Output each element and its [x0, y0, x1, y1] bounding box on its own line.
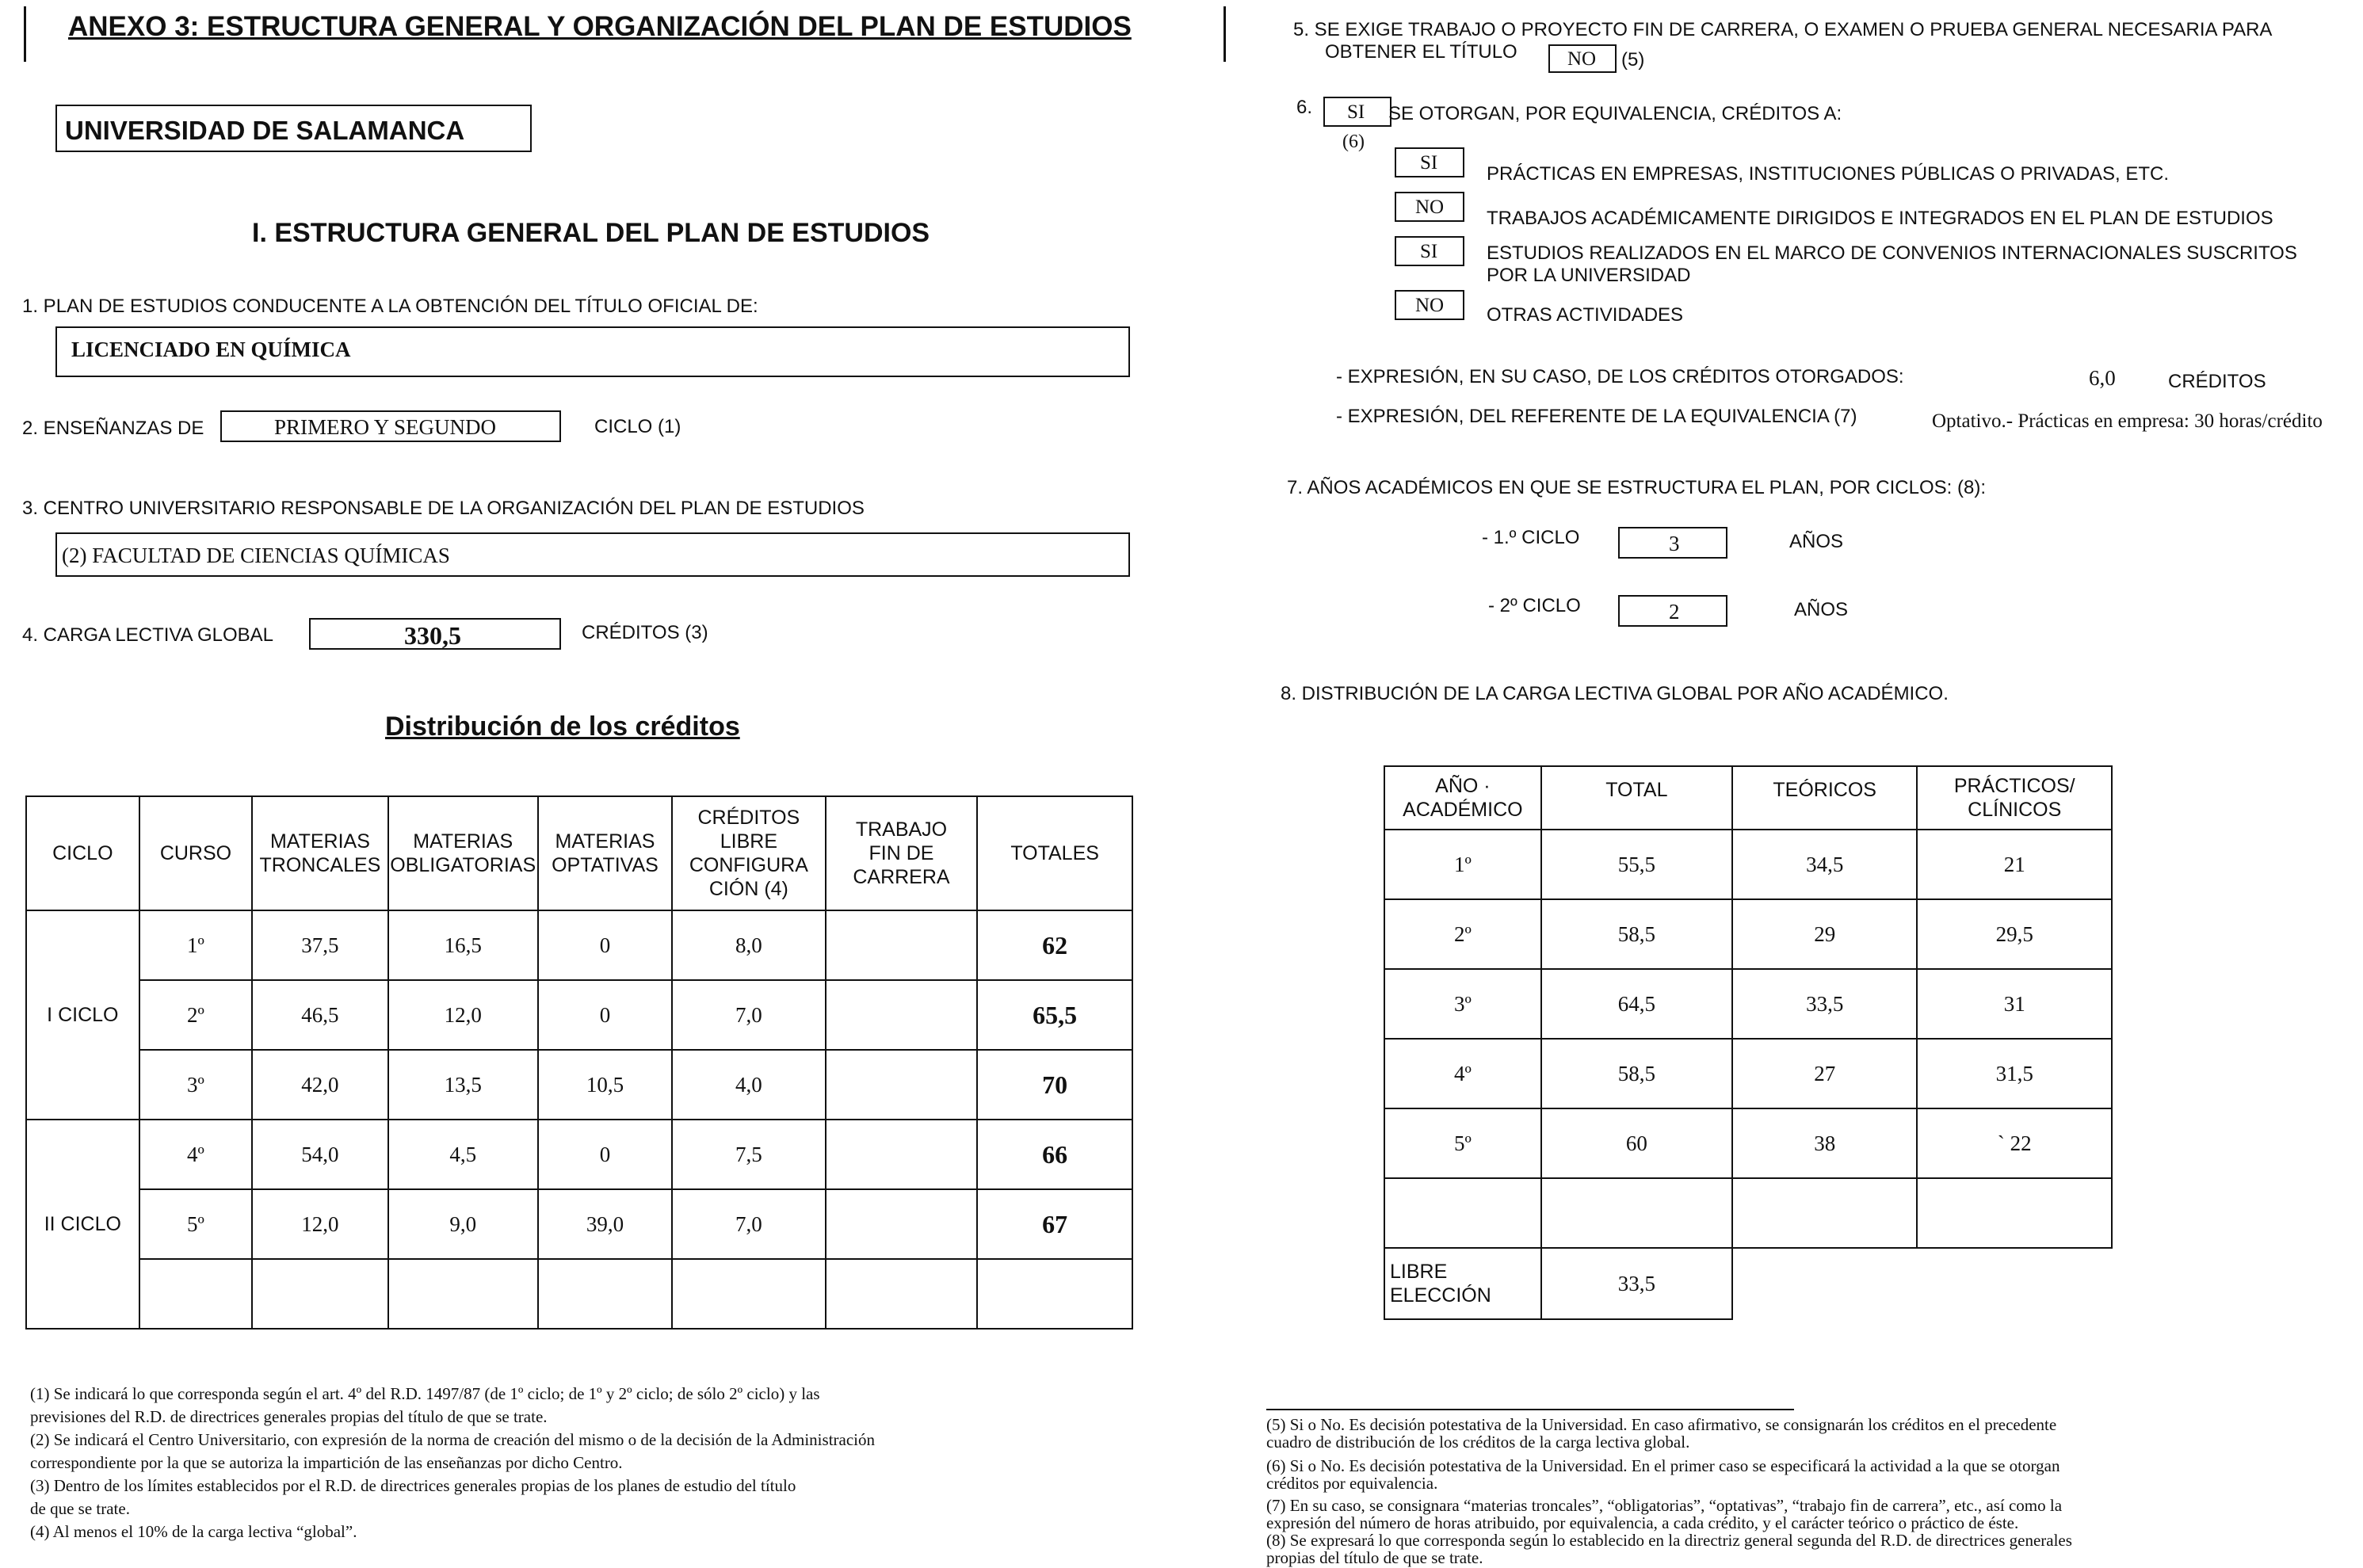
- left-margin-bar: [24, 6, 26, 62]
- row-curso: 3º: [139, 1050, 253, 1120]
- q6-item-box: [1395, 147, 1464, 177]
- row-obligatorias: 13,5: [388, 1050, 538, 1120]
- table-row: [1384, 1039, 2112, 1108]
- q7-c1-box: [1618, 527, 1727, 559]
- row-obligatorias: 16,5: [388, 910, 538, 980]
- row-curso: 1º: [139, 910, 253, 980]
- empty-cell: [672, 1259, 826, 1329]
- expr1-value: 6,0: [2089, 366, 2116, 390]
- table-row: [1384, 969, 2112, 1039]
- empty-cell: [139, 1259, 253, 1329]
- header-libre-line: LIBRE: [720, 830, 777, 853]
- row-obligatorias: 4,5: [388, 1120, 538, 1189]
- row-total: 60: [1541, 1108, 1732, 1178]
- row-obligatorias: 12,0: [388, 980, 538, 1050]
- row-trabajo: [826, 910, 978, 980]
- footnote-line: (4) Al menos el 10% de la carga lectiva “global”.: [30, 1522, 357, 1541]
- row-trabajo: [826, 980, 978, 1050]
- header-obligatorias: [388, 796, 538, 910]
- row-curso: 5º: [139, 1189, 253, 1259]
- header-trabajo-line: FIN DE: [868, 842, 934, 864]
- q3-label: 3. CENTRO UNIVERSITARIO RESPONSABLE DE LA ORGANIZACIÓN DEL PLAN DE ESTUDIOS: [22, 498, 865, 519]
- q2-value: PRIMERO Y SEGUNDO: [274, 415, 497, 439]
- header-anio-line: AÑO ·: [1435, 775, 1491, 797]
- header-anio-line: ACADÉMICO: [1403, 799, 1523, 821]
- empty-cell: [252, 1259, 387, 1329]
- table-row: [26, 910, 1132, 980]
- footnote-line: (2) Se indicará el Centro Universitario, con expresión de la norma de creación del mismo o de la decisión de la Administración: [30, 1430, 875, 1449]
- q8-label: 8. DISTRIBUCIÓN DE LA CARGA LECTIVA GLOBAL POR AÑO ACADÉMICO.: [1281, 683, 1949, 704]
- header-troncales-line: MATERIAS: [269, 830, 370, 853]
- header-total: TOTAL: [1541, 766, 1732, 830]
- footnote-line: (3) Dentro de los límites establecidos por el R.D. de directrices generales propias de los planes de estudio del título: [30, 1476, 796, 1495]
- table-row: [1384, 1108, 2112, 1178]
- table-row-empty: [1384, 1178, 2112, 1248]
- row-troncales: 54,0: [252, 1120, 387, 1189]
- header-obligatorias-line: OBLIGATORIAS: [390, 854, 536, 876]
- row-practicos: 29,5: [1917, 899, 2112, 969]
- row-teoricos: 27: [1732, 1039, 1917, 1108]
- row-total: 65,5: [977, 980, 1132, 1050]
- q7-c2-value: 2: [1669, 600, 1680, 624]
- table-row: [26, 1189, 1132, 1259]
- footnote-line: (5) Si o No. Es decisión potestativa de la Universidad. En caso afirmativo, se consignarán los créditos en el precedente: [1266, 1415, 2057, 1434]
- q1-label: 1. PLAN DE ESTUDIOS CONDUCENTE A LA OBTENCIÓN DEL TÍTULO OFICIAL DE:: [22, 296, 758, 317]
- q6-item-box: [1395, 290, 1464, 320]
- libre-eleccion-label: [1384, 1248, 1541, 1319]
- footnote-separator: [1266, 1409, 1794, 1410]
- q7-c1-label: - 1.º CICLO: [1482, 527, 1580, 548]
- q7-label: 7. AÑOS ACADÉMICOS EN QUE SE ESTRUCTURA EL PLAN, POR CICLOS: (8):: [1287, 477, 1986, 498]
- q7-c2-label: - 2º CICLO: [1488, 595, 1581, 616]
- libre-eleccion-line: LIBRE: [1390, 1261, 1448, 1283]
- row-total: 58,5: [1541, 899, 1732, 969]
- empty-cell: [538, 1259, 672, 1329]
- libre-eleccion-value: 33,5: [1541, 1248, 1732, 1319]
- row-optativas: 0: [538, 980, 672, 1050]
- row-practicos: 21: [1917, 830, 2112, 899]
- footnote-line: cuadro de distribución de los créditos de la carga lectiva global.: [1266, 1433, 1690, 1452]
- university-box: [55, 105, 532, 152]
- footnote-line: (6) Si o No. Es decisión potestativa de la Universidad. En el primer caso se especificará la actividad a la que se otorgan: [1266, 1456, 2060, 1475]
- row-anio: 5º: [1384, 1108, 1541, 1178]
- footnote-line: (7) En su caso, se consignara “materias troncales”, “obligatorias”, “optativas”, “trabajo fin de carrera”, etc., así como la: [1266, 1496, 2063, 1515]
- expr1-label: - EXPRESIÓN, EN SU CASO, DE LOS CRÉDITOS OTORGADOS:: [1336, 366, 1904, 387]
- table-row: [26, 1120, 1132, 1189]
- row-total: 58,5: [1541, 1039, 1732, 1108]
- header-troncales-line: TRONCALES: [259, 854, 381, 876]
- q6-item-box: [1395, 236, 1464, 266]
- header-libre-line: CRÉDITOS: [697, 807, 800, 829]
- row-teoricos: 29: [1732, 899, 1917, 969]
- q5-box: [1548, 44, 1617, 73]
- row-total: 66: [977, 1120, 1132, 1189]
- row-libre: 4,0: [672, 1050, 826, 1120]
- header-trabajo: [826, 796, 978, 910]
- libre-eleccion-row: [1384, 1248, 2112, 1319]
- row-total: 70: [977, 1050, 1132, 1120]
- q6-label: SE OTORGAN, POR EQUIVALENCIA, CRÉDITOS A:: [1388, 103, 1842, 124]
- row-total: 62: [977, 910, 1132, 980]
- q6-item-label: OTRAS ACTIVIDADES: [1487, 304, 1684, 326]
- q6-item-label-2: POR LA UNIVERSIDAD: [1487, 265, 1691, 286]
- row-curso: 2º: [139, 980, 253, 1050]
- q7-c2-box: [1618, 595, 1727, 627]
- empty-cell: [1732, 1178, 1917, 1248]
- q6-item-label: PRÁCTICAS EN EMPRESAS, INSTITUCIONES PÚBLICAS O PRIVADAS, ETC.: [1487, 163, 2170, 185]
- q6-item-value: NO: [1415, 295, 1445, 316]
- footnote-line: expresión del número de horas atribuido, por equivalencia, a cada crédito, y el carácter teórico o práctico de éste.: [1266, 1513, 2019, 1532]
- row-total: 67: [977, 1189, 1132, 1259]
- header-practicos-line: CLÍNICOS: [1968, 799, 2062, 821]
- credits-table: [25, 795, 1133, 1330]
- section-title: I. ESTRUCTURA GENERAL DEL PLAN DE ESTUDIOS: [252, 218, 930, 248]
- header-libre: [672, 796, 826, 910]
- q6-item-value: SI: [1420, 241, 1438, 262]
- row-troncales: 37,5: [252, 910, 387, 980]
- q6-number: 6.: [1296, 97, 1313, 118]
- header-optativas: [538, 796, 672, 910]
- footnote-line: (8) Se expresará lo que corresponda según lo establecido en la directriz general segunda del R.D. de directrices generales: [1266, 1531, 2072, 1550]
- expr1-unit: CRÉDITOS: [2168, 371, 2266, 392]
- q6-value: SI: [1347, 101, 1365, 123]
- header-trabajo-line: CARRERA: [853, 866, 950, 888]
- blank-cell: [1732, 1248, 1917, 1319]
- blank-cell: [1917, 1248, 2112, 1319]
- empty-cell: [977, 1259, 1132, 1329]
- q4-value: 330,5: [404, 621, 461, 650]
- row-trabajo: [826, 1189, 978, 1259]
- q3-value: (2) FACULTAD DE CIENCIAS QUÍMICAS: [62, 544, 450, 567]
- q6-item-value: SI: [1420, 152, 1438, 174]
- row-practicos: 31: [1917, 969, 2112, 1039]
- row-libre: 7,0: [672, 1189, 826, 1259]
- q2-label: 2. ENSEÑANZAS DE: [22, 418, 204, 439]
- q6-note: (6): [1342, 132, 1365, 152]
- row-total: 64,5: [1541, 969, 1732, 1039]
- header-troncales: [252, 796, 387, 910]
- row-practicos: ` 22: [1917, 1108, 2112, 1178]
- footnote-line: correspondiente por la que se autoriza la impartición de las enseñanzas por dicho Centro.: [30, 1453, 623, 1472]
- header-practicos: [1917, 766, 2112, 830]
- row-troncales: 42,0: [252, 1050, 387, 1120]
- table-row: [26, 1050, 1132, 1120]
- q5-label-line2: OBTENER EL TÍTULO: [1325, 41, 1517, 63]
- row-obligatorias: 9,0: [388, 1189, 538, 1259]
- row-troncales: 46,5: [252, 980, 387, 1050]
- table-row-empty: [26, 1259, 1132, 1329]
- header-trabajo-line: TRABAJO: [855, 818, 948, 841]
- q5-label-line1: 5. SE EXIGE TRABAJO O PROYECTO FIN DE CARRERA, O EXAMEN O PRUEBA GENERAL NECESARIA PARA: [1293, 19, 2273, 40]
- q3-box: [55, 532, 1130, 577]
- footnote-line: previsiones del R.D. de directrices generales propias del título de que se trate.: [30, 1407, 548, 1426]
- q6-item-label: TRABAJOS ACADÉMICAMENTE DIRIGIDOS E INTEGRADOS EN EL PLAN DE ESTUDIOS: [1487, 208, 2273, 229]
- row-optativas: 10,5: [538, 1050, 672, 1120]
- q7-c1-unit: AÑOS: [1789, 531, 1844, 552]
- row-anio: 1º: [1384, 830, 1541, 899]
- row-optativas: 0: [538, 910, 672, 980]
- q7-c1-value: 3: [1669, 532, 1680, 555]
- expr2-value: Optativo.- Prácticas en empresa: 30 horas/crédito: [1932, 410, 2323, 432]
- credits-table-header: [26, 796, 1132, 910]
- header-teoricos: TEÓRICOS: [1732, 766, 1917, 830]
- header-curso: CURSO: [139, 796, 253, 910]
- ciclo-2-label: II CICLO: [26, 1120, 139, 1329]
- row-libre: 8,0: [672, 910, 826, 980]
- footnote-line: (1) Se indicará lo que corresponda según el art. 4º del R.D. 1497/87 (de 1º ciclo; de 1º y 2º ciclo; de sólo 2º ciclo) y las: [30, 1384, 820, 1403]
- q1-box: [55, 326, 1130, 377]
- table-row: [26, 980, 1132, 1050]
- row-troncales: 12,0: [252, 1189, 387, 1259]
- header-optativas-line: MATERIAS: [555, 830, 655, 853]
- empty-cell: [1917, 1178, 2112, 1248]
- header-libre-line: CONFIGURA: [689, 854, 808, 876]
- q4-suffix: CRÉDITOS (3): [582, 622, 708, 643]
- q1-value: LICENCIADO EN QUÍMICA: [71, 338, 351, 361]
- yearly-table-header: [1384, 766, 2112, 830]
- header-libre-line: CIÓN (4): [708, 878, 788, 900]
- q6-item-label: ESTUDIOS REALIZADOS EN EL MARCO DE CONVENIOS INTERNACIONALES SUSCRITOS: [1487, 242, 2297, 264]
- table-row: [1384, 899, 2112, 969]
- empty-cell: [1541, 1178, 1732, 1248]
- empty-cell: [1384, 1178, 1541, 1248]
- row-teoricos: 33,5: [1732, 969, 1917, 1039]
- empty-cell: [388, 1259, 538, 1329]
- q2-box: [220, 410, 561, 442]
- footnote-line: propias del título de que se trate.: [1266, 1548, 1483, 1567]
- right-margin-bar: [1223, 6, 1226, 62]
- row-optativas: 0: [538, 1120, 672, 1189]
- q2-suffix: CICLO (1): [594, 416, 681, 437]
- q6-box: [1323, 97, 1391, 127]
- yearly-load-table: [1384, 765, 2113, 1320]
- q4-box: [309, 618, 561, 650]
- q6-item-value: NO: [1415, 196, 1445, 218]
- empty-cell: [826, 1259, 978, 1329]
- row-anio: 4º: [1384, 1039, 1541, 1108]
- header-ciclo: CICLO: [26, 796, 139, 910]
- libre-eleccion-line: ELECCIÓN: [1390, 1284, 1491, 1307]
- university-name: UNIVERSIDAD DE SALAMANCA: [65, 116, 465, 145]
- row-teoricos: 38: [1732, 1108, 1917, 1178]
- footnote-line: créditos por equivalencia.: [1266, 1474, 1438, 1493]
- header-totales: TOTALES: [977, 796, 1132, 910]
- row-curso: 4º: [139, 1120, 253, 1189]
- row-optativas: 39,0: [538, 1189, 672, 1259]
- q5-note: (5): [1621, 49, 1645, 71]
- ciclo-1-label: I CICLO: [26, 910, 139, 1120]
- q5-value: NO: [1567, 48, 1597, 70]
- row-practicos: 31,5: [1917, 1039, 2112, 1108]
- row-trabajo: [826, 1120, 978, 1189]
- q6-item-box: [1395, 192, 1464, 222]
- row-total: 55,5: [1541, 830, 1732, 899]
- header-optativas-line: OPTATIVAS: [552, 854, 659, 876]
- distribution-title: Distribución de los créditos: [385, 712, 740, 742]
- row-libre: 7,0: [672, 980, 826, 1050]
- header-practicos-line: PRÁCTICOS/: [1953, 775, 2075, 797]
- row-teoricos: 34,5: [1732, 830, 1917, 899]
- footnote-line: de que se trate.: [30, 1499, 130, 1518]
- header-obligatorias-line: MATERIAS: [413, 830, 513, 853]
- row-anio: 2º: [1384, 899, 1541, 969]
- annex-title: ANEXO 3: ESTRUCTURA GENERAL Y ORGANIZACIÓN DEL PLAN DE ESTUDIOS: [68, 11, 1132, 42]
- q7-c2-unit: AÑOS: [1794, 599, 1849, 620]
- row-anio: 3º: [1384, 969, 1541, 1039]
- q4-label: 4. CARGA LECTIVA GLOBAL: [22, 624, 274, 646]
- row-libre: 7,5: [672, 1120, 826, 1189]
- table-row: [1384, 830, 2112, 899]
- header-anio: [1384, 766, 1541, 830]
- expr2-label: - EXPRESIÓN, DEL REFERENTE DE LA EQUIVALENCIA (7): [1336, 406, 1857, 427]
- row-trabajo: [826, 1050, 978, 1120]
